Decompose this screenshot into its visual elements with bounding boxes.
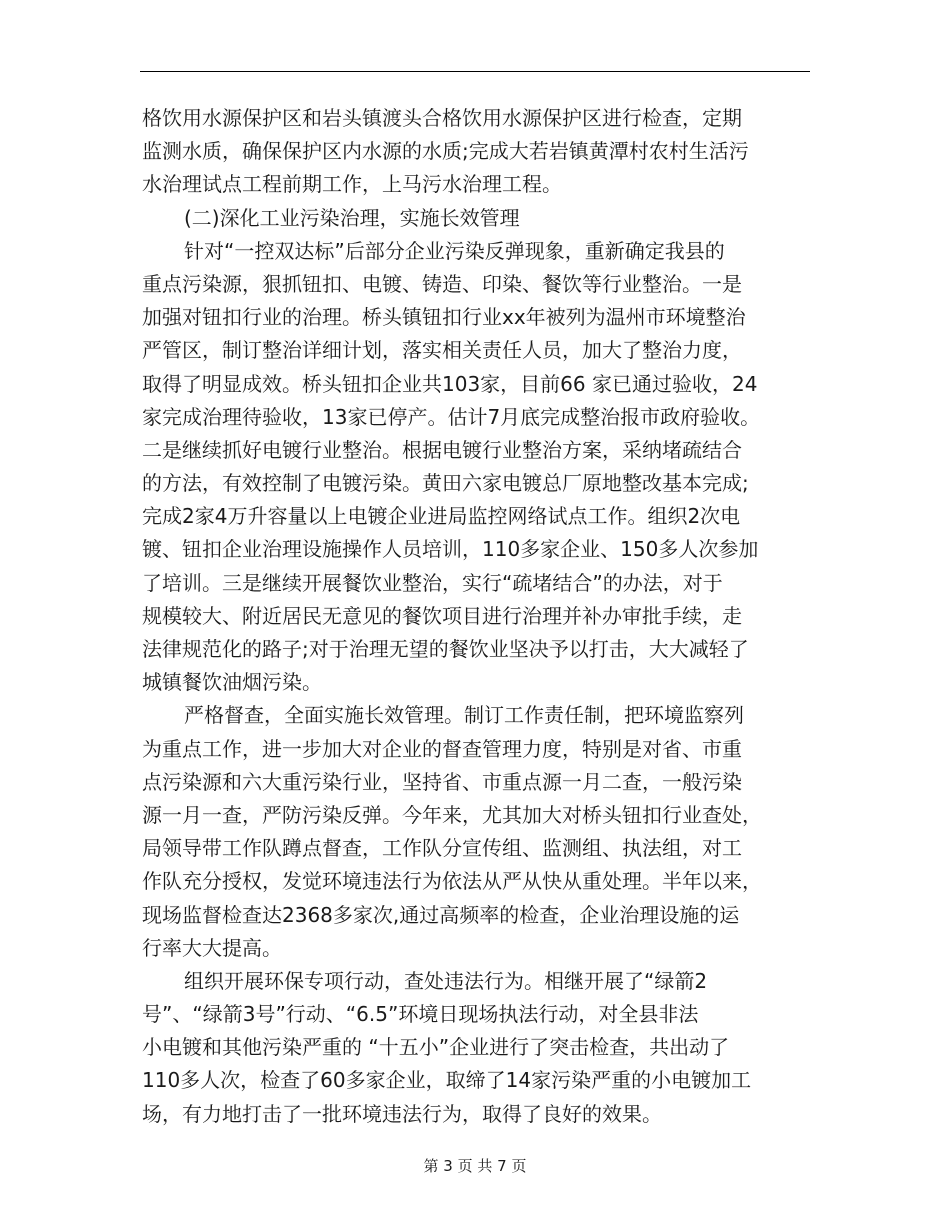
text-line: 二是继续抓好电镀行业整治。根据电镀行业整治方案，采纳堵疏结合 <box>142 437 742 462</box>
text-line: 严管区，制订整治详细计划，落实相关责任人员，加大了整治力度， <box>142 338 742 363</box>
text-line: 镀、钮扣企业治理设施操作人员培训，110多家企业、150多人次参加 <box>142 537 759 562</box>
text-line: 法律规范化的路子;对于治理无望的餐饮业坚决予以打击，大大减轻了 <box>142 637 749 661</box>
text-line: 重点污染源，狠抓钮扣、电镀、铸造、印染、餐饮等行业整治。一是 <box>142 271 742 296</box>
text-line: 现场监督检查达2368多家次,通过高频率的检查，企业治理设施的运 <box>142 902 740 927</box>
text-line: 场，有力地打击了一批环境违法行为，取得了良好的效果。 <box>142 1101 662 1126</box>
text-line: 加强对钮扣行业的治理。桥头镇钮扣行业xx年被列为温州市环境整治 <box>142 305 746 330</box>
text-line: 规模较大、附近居民无意见的餐饮项目进行治理并补办审批手续，走 <box>142 603 742 628</box>
text-line: 城镇餐饮油烟污染。 <box>142 670 322 695</box>
page-number: 第 3 页 共 7 页 <box>423 1157 527 1175</box>
text-line: 小电镀和其他污染严重的 “十五小”企业进行了突击检查，共出动了 <box>142 1035 730 1060</box>
text-line: 监测水质，确保保护区内水源的水质;完成大若岩镇黄潭村农村生活污 <box>142 139 749 164</box>
text-line: 源一月一查，严防污染反弹。今年来，尤其加大对桥头钮扣行业查处， <box>142 802 762 827</box>
text-line: 完成2家4万升容量以上电镀企业进局监控网络试点工作。组织2次电 <box>142 504 741 529</box>
text-line: 的方法，有效控制了电镀污染。黄田六家电镀总厂原地整改基本完成; <box>142 471 749 496</box>
text-line: 号”、“绿箭3号”行动、“6.5”环境日现场执法行动，对全县非法 <box>142 1002 699 1027</box>
text-line: 水治理试点工程前期工作，上马污水治理工程。 <box>142 172 562 197</box>
text-line: 行率大大提高。 <box>142 935 282 960</box>
text-line: 110多人次，检查了60多家企业，取缔了14家污染严重的小电镀加工 <box>142 1068 752 1093</box>
text-line: 针对“一控双达标”后部分企业污染反弹现象，重新确定我县的 <box>184 238 725 263</box>
text-line: 局领导带工作队蹲点督查，工作队分宣传组、监测组、执法组，对工 <box>142 836 742 861</box>
text-line: 取得了明显成效。桥头钮扣企业共103家，目前66 家已通过验收，24 <box>142 371 758 396</box>
text-line: 家完成治理待验收，13家已停产。估计7月底完成整治报市政府验收。 <box>142 404 761 429</box>
header-rule <box>140 71 810 72</box>
text-line: 组织开展环保专项行动，查处违法行为。相继开展了“绿箭2 <box>184 968 708 993</box>
text-line: (二)深化工业污染治理，实施长效管理 <box>184 205 520 230</box>
text-line: 了培训。三是继续开展餐饮业整治，实行“疏堵结合”的办法，对于 <box>142 570 723 595</box>
text-line: 严格督查，全面实施长效管理。制订工作责任制，把环境监察列 <box>184 703 744 728</box>
body-text <box>142 102 810 1131</box>
text-line: 点污染源和六大重污染行业，坚持省、市重点源一月二查，一般污染 <box>142 769 742 794</box>
text-line: 为重点工作，进一步加大对企业的督查管理力度，特别是对省、市重 <box>142 736 742 761</box>
text-line: 作队充分授权，发觉环境违法行为依法从严从快从重处理。半年以来， <box>142 869 762 894</box>
text-line: 格饮用水源保护区和岩头镇渡头合格饮用水源保护区进行检查，定期 <box>142 106 742 130</box>
